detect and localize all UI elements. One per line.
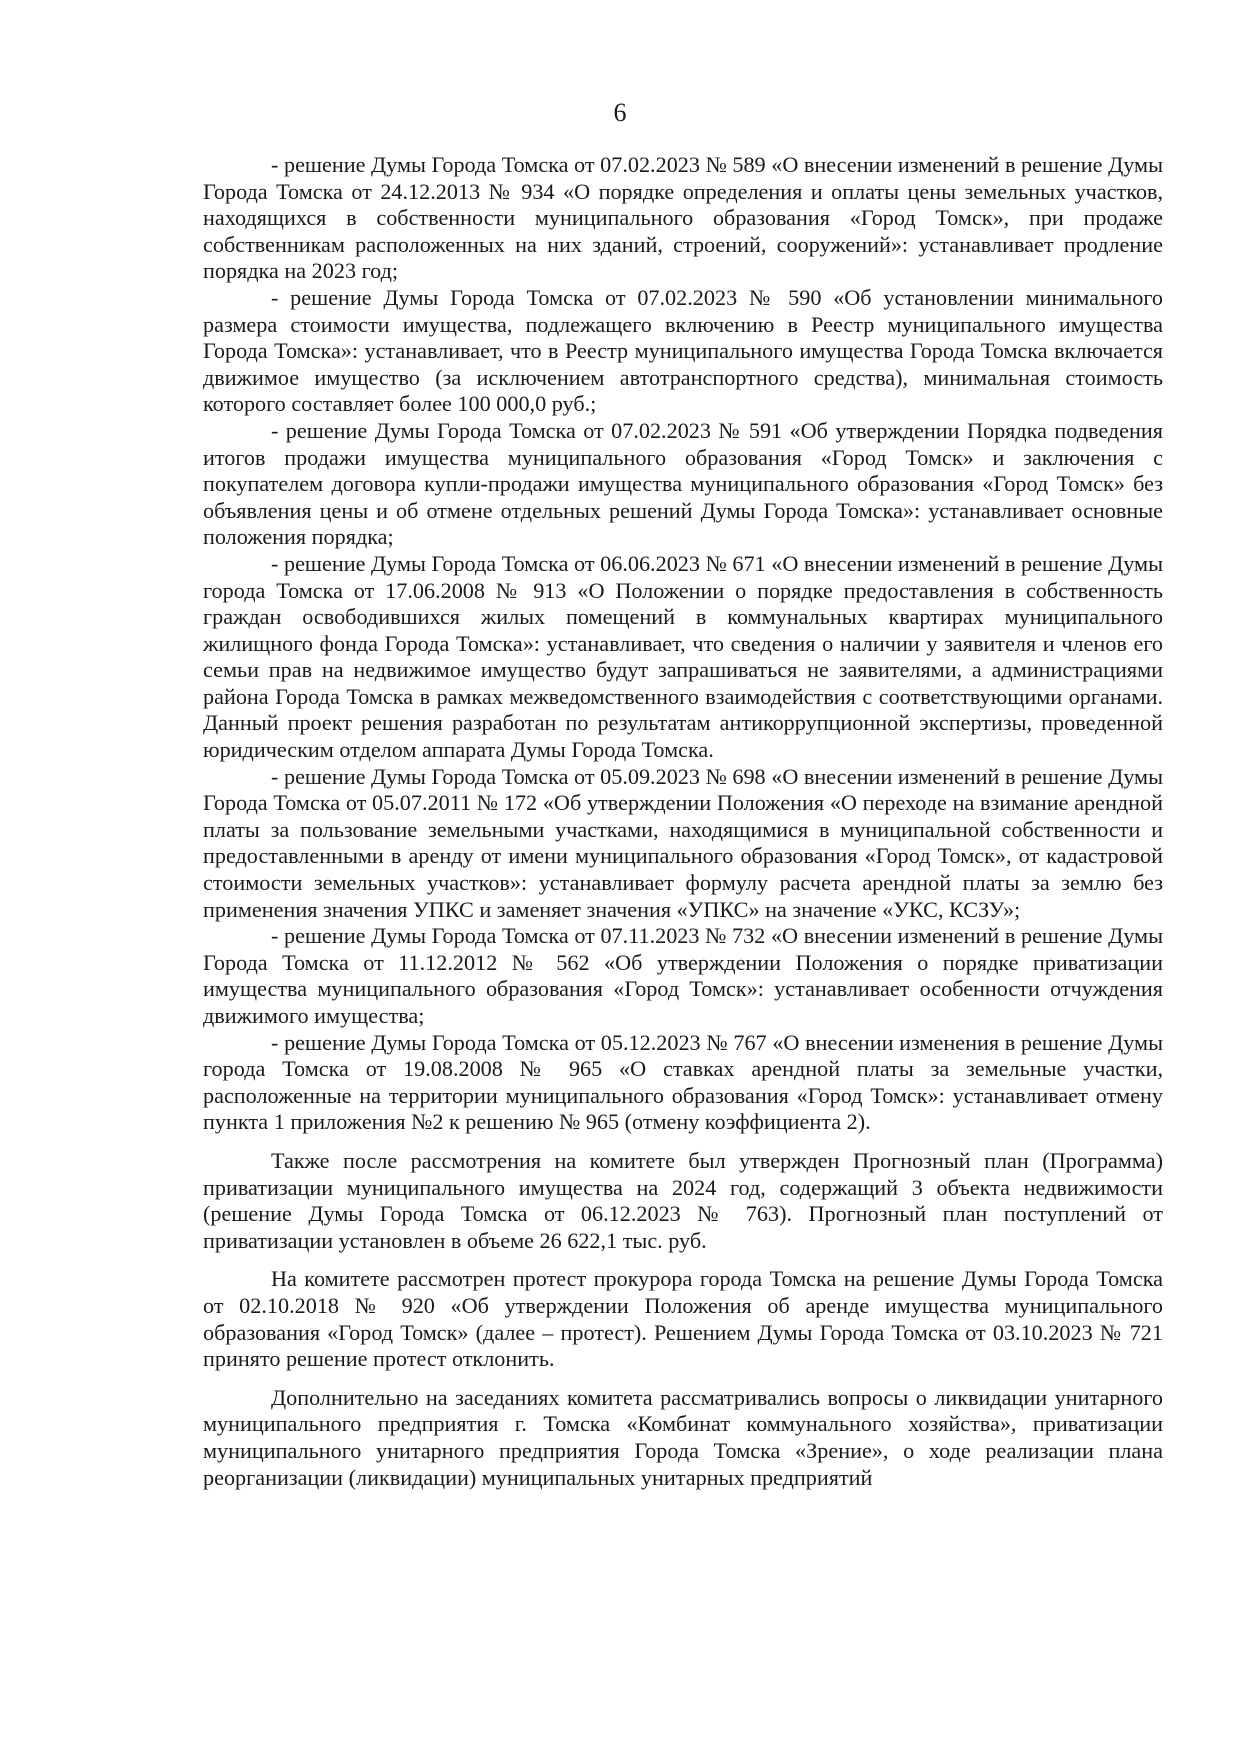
paragraph-decision-671: - решение Думы Города Томска от 06.06.2023 № 671 «О внесении изменений в решение Думы города Томска от 17.06.2008 № 913 «О Положении о порядке предоставления в собственность граждан освободившихся жилых помещений в коммунальных квартирах муниципального жилищного фонда Города Томска»: устанавливает, что сведения о наличии у заявителя и членов его семьи прав на недвижимое имущество будут запрашиваться не заявителями, а администрациями района Города Томска в рамках межведомственного взаимодействия с соответствующими органами. Данный проект решения разработан по результатам антикоррупционной экспертизы, проведенной юридическим отделом аппарата Думы Города Томска. <box>203 550 1163 763</box>
paragraph-decision-767: - решение Думы Города Томска от 05.12.2023 № 767 «О внесении изменения в решение Думы города Томска от 19.08.2008 № 965 «О ставках арендной платы за земельные участки, расположенные на территории муниципального образования «Город Томск»: устанавливает отмену пункта 1 приложения №2 к решению № 965 (отмену коэффициента 2). <box>203 1029 1163 1135</box>
paragraph-decision-698: - решение Думы Города Томска от 05.09.2023 № 698 «О внесении изменений в решение Думы Города Томска от 05.07.2011 № 172 «Об утверждении Положения «О переходе на взимание арендной платы за пользование земельными участками, находящимися в муниципальной собственности и предоставленными в аренду от имени муниципального образования «Город Томск», от кадастровой стоимости земельных участков»: устанавливает формулу расчета арендной платы за землю без применения значения УПКС и заменяет значения «УПКС» на значение «УКС, КСЗУ»; <box>203 763 1163 922</box>
page-number: 6 <box>613 98 627 127</box>
paragraph-decision-589: - решение Думы Города Томска от 07.02.2023 № 589 «О внесении изменений в решение Думы Города Томска от 24.12.2013 № 934 «О порядке определения и оплаты цены земельных участков, находящихся в собственности муниципального образования «Город Томск», при продаже собственникам расположенных на них зданий, строений, сооружений»: устанавливает продление порядка на 2023 год; <box>203 152 1163 284</box>
paragraph-decision-732: - решение Думы Города Томска от 07.11.2023 № 732 «О внесении изменений в решение Думы Города Томска от 11.12.2012 № 562 «Об утверждении Положения о порядке приватизации имущества муниципального образования «Город Томск»: устанавливает особенности отчуждения движимого имущества; <box>203 923 1163 1028</box>
paragraph-prosecutor-protest: На комитете рассмотрен протест прокурора города Томска на решение Думы Города Томска от 02.10.2018 № 920 «Об утверждении Положения об аренде имущества муниципального образования «Город Томск» (далее – протест). Решением Думы Города Томска от 03.10.2023 № 721 принято решение протест отклонить. <box>203 1266 1163 1372</box>
paragraph-decision-591: - решение Думы Города Томска от 07.02.2023 № 591 «Об утверждении Порядка подведения итогов продажи имущества муниципального образования «Город Томск» и заключения с покупателем договора купли-продажи имущества муниципального образования «Город Томск» без объявления цены и об отмене отдельных решений Думы Города Томска»: устанавливает основные положения порядка; <box>203 417 1163 550</box>
paragraph-privatization-plan: Также после рассмотрения на комитете был утвержден Прогнозный план (Программа) приватизации муниципального имущества на 2024 год, содержащий 3 объекта недвижимости (решение Думы Города Томска от 06.12.2023 № 763). Прогнозный план поступлений от приватизации установлен в объеме 26 622,1 тыс. руб. <box>203 1147 1163 1253</box>
paragraph-decision-590: - решение Думы Города Томска от 07.02.2023 № 590 «Об установлении минимального размера стоимости имущества, подлежащего включению в Реестр муниципального имущества Города Томска»: устанавливает, что в Реестр муниципального имущества Города Томска включается движимое имущество (за исключением автотранспортного средства), минимальная стоимость которого составляет более 100 000,0 руб.; <box>203 284 1163 417</box>
document-body <box>203 152 1163 1491</box>
paragraph-additional-questions: Дополнительно на заседаниях комитета рассматривались вопросы о ликвидации унитарного муниципального предприятия г. Томска «Комбинат коммунального хозяйства», приватизации муниципального унитарного предприятия Города Томска «Зрение», о ходе реализации плана реорганизации (ликвидации) муниципальных унитарных предприятий <box>203 1384 1163 1490</box>
